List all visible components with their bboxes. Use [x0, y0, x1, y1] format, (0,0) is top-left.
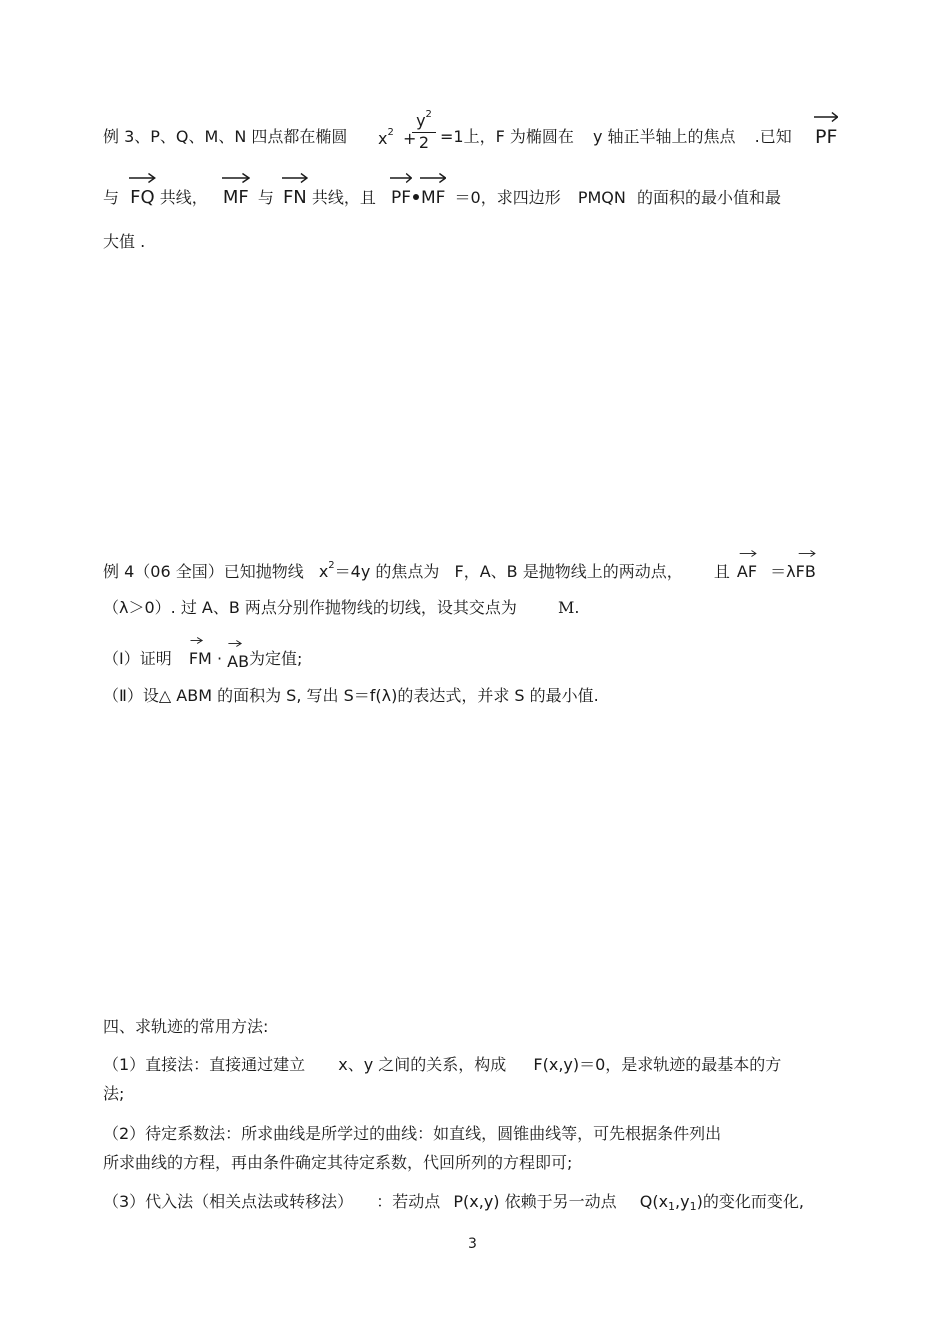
fraction-denominator: 2 [418, 133, 430, 152]
text-with: 与 [103, 188, 120, 207]
subscript: 1 [668, 1200, 676, 1213]
method-1-b: x、y 之间的关系，构成 [338, 1055, 507, 1074]
text-collinear-and: 共线，且 [311, 188, 376, 207]
vector-PF: PF [815, 127, 837, 147]
method-1 [103, 1055, 781, 1075]
ex3-ellipse-x2 [378, 129, 416, 149]
comma-y: ,y [675, 1192, 690, 1211]
ex4-points-text: F，A、B 是抛物线上的两动点， [454, 562, 683, 581]
exponent: 2 [387, 127, 394, 138]
ex4-focus-text: ＝4y 的焦点为 [334, 562, 440, 581]
equals-one: =1 [440, 127, 464, 146]
fraction-numerator: $y^2$ [416, 109, 432, 130]
subscript: 1 [689, 1200, 697, 1213]
vector-FM: FM [189, 649, 212, 669]
vector-MF-dot: MF [421, 188, 445, 208]
equals-zero: ＝0 [454, 188, 481, 207]
ex3-line1-text [103, 127, 347, 147]
vector-AF: AF [737, 562, 757, 582]
quad-name: PMQN [577, 188, 626, 207]
vector-arrow-icon [814, 111, 838, 123]
vector-arrow-icon [420, 172, 446, 184]
period: . [574, 598, 580, 617]
method-3 [103, 1192, 804, 1212]
ex4-tangent-text: （λ＞0）. 过 A、B 两点分别作抛物线的切线，设其交点为 [103, 598, 517, 617]
ex3-fraction [412, 109, 436, 153]
text-minmax: 的面积的最小值和最 [636, 188, 781, 207]
dot-operator: · [216, 649, 223, 668]
ex4-question1 [103, 649, 302, 669]
ex3-intro: 例 3、P、Q、M、N 四点都在椭圆 [103, 127, 348, 146]
vector-arrow-icon [795, 549, 817, 558]
method-3-e: )的变化而变化, [696, 1192, 804, 1211]
ex4-intro: 例 4（06 全国）已知抛物线 [103, 562, 304, 581]
page-number: 3 [468, 1236, 477, 1252]
method-3-b: ：若动点 [376, 1192, 441, 1211]
ex4-line1 [103, 562, 816, 582]
exponent: 2 [328, 560, 335, 571]
q1-label: （Ⅰ）证明 [103, 649, 172, 668]
vector-FQ: FQ [130, 188, 155, 208]
point-M: M [558, 598, 575, 617]
text-collinear: 共线， [159, 188, 208, 207]
method-1-cont: 法; [103, 1084, 125, 1103]
method-2-cont: 所求曲线的方程，再由条件确定其待定系数，代回所列的方程即可; [103, 1153, 573, 1172]
ex3-line1-rest [440, 127, 792, 147]
dot-product-icon [413, 194, 419, 200]
vector-arrow-icon [736, 549, 758, 558]
method-3-c: P(x,y) 依赖于另一动点 [453, 1192, 617, 1211]
ex3-text-d: .已知 [754, 127, 792, 146]
equals-lambda: ＝λ [770, 562, 796, 581]
vector-AB: AB [227, 652, 249, 672]
vector-arrow-icon [282, 172, 308, 184]
ex3-line3: 大值 . [103, 232, 146, 251]
ex4-question2: （Ⅱ）设△ ABM 的面积为 S, 写出 S＝f(λ)的表达式，并求 S 的最小值. [103, 686, 599, 705]
vector-arrow-icon [188, 636, 213, 645]
text-with-2: 与 [257, 188, 274, 207]
plus-sign: + [402, 129, 417, 148]
vector-arrow-icon [129, 172, 156, 184]
method-1-a: （1）直接法：直接通过建立 [103, 1055, 306, 1074]
var-x: x [318, 562, 329, 581]
var-y: y [592, 127, 603, 146]
var-x: x [378, 129, 388, 148]
method-3-a: （3）代入法（相关点法或转移法） [103, 1192, 354, 1211]
method-2: （2）待定系数法：所求曲线是所学过的曲线：如直线，圆锥曲线等，可先根据条件列出 [103, 1124, 722, 1143]
vector-FB: FB [796, 562, 816, 582]
point-Q: Q(x [639, 1192, 669, 1211]
vector-arrow-icon [390, 172, 412, 184]
ex3-text-b: 上，F 为椭圆在 [463, 127, 574, 146]
q1-text: 为定值; [249, 649, 303, 668]
text-quad: ，求四边形 [480, 188, 561, 207]
ex4-line2 [103, 598, 580, 618]
vector-arrow-icon [222, 172, 250, 184]
ex3-line2 [103, 188, 781, 208]
vector-MF: MF [223, 188, 249, 208]
vector-arrow-icon [226, 639, 250, 648]
section-title: 四、求轨迹的常用方法: [103, 1017, 269, 1036]
method-1-c: F(x,y)＝0，是求轨迹的最基本的方 [533, 1055, 782, 1074]
text-and: 且 [713, 562, 730, 581]
vector-FN: FN [283, 188, 307, 208]
vector-PF-dot: PF [391, 188, 411, 208]
ex3-text-c: 轴正半轴上的焦点 [607, 127, 736, 146]
